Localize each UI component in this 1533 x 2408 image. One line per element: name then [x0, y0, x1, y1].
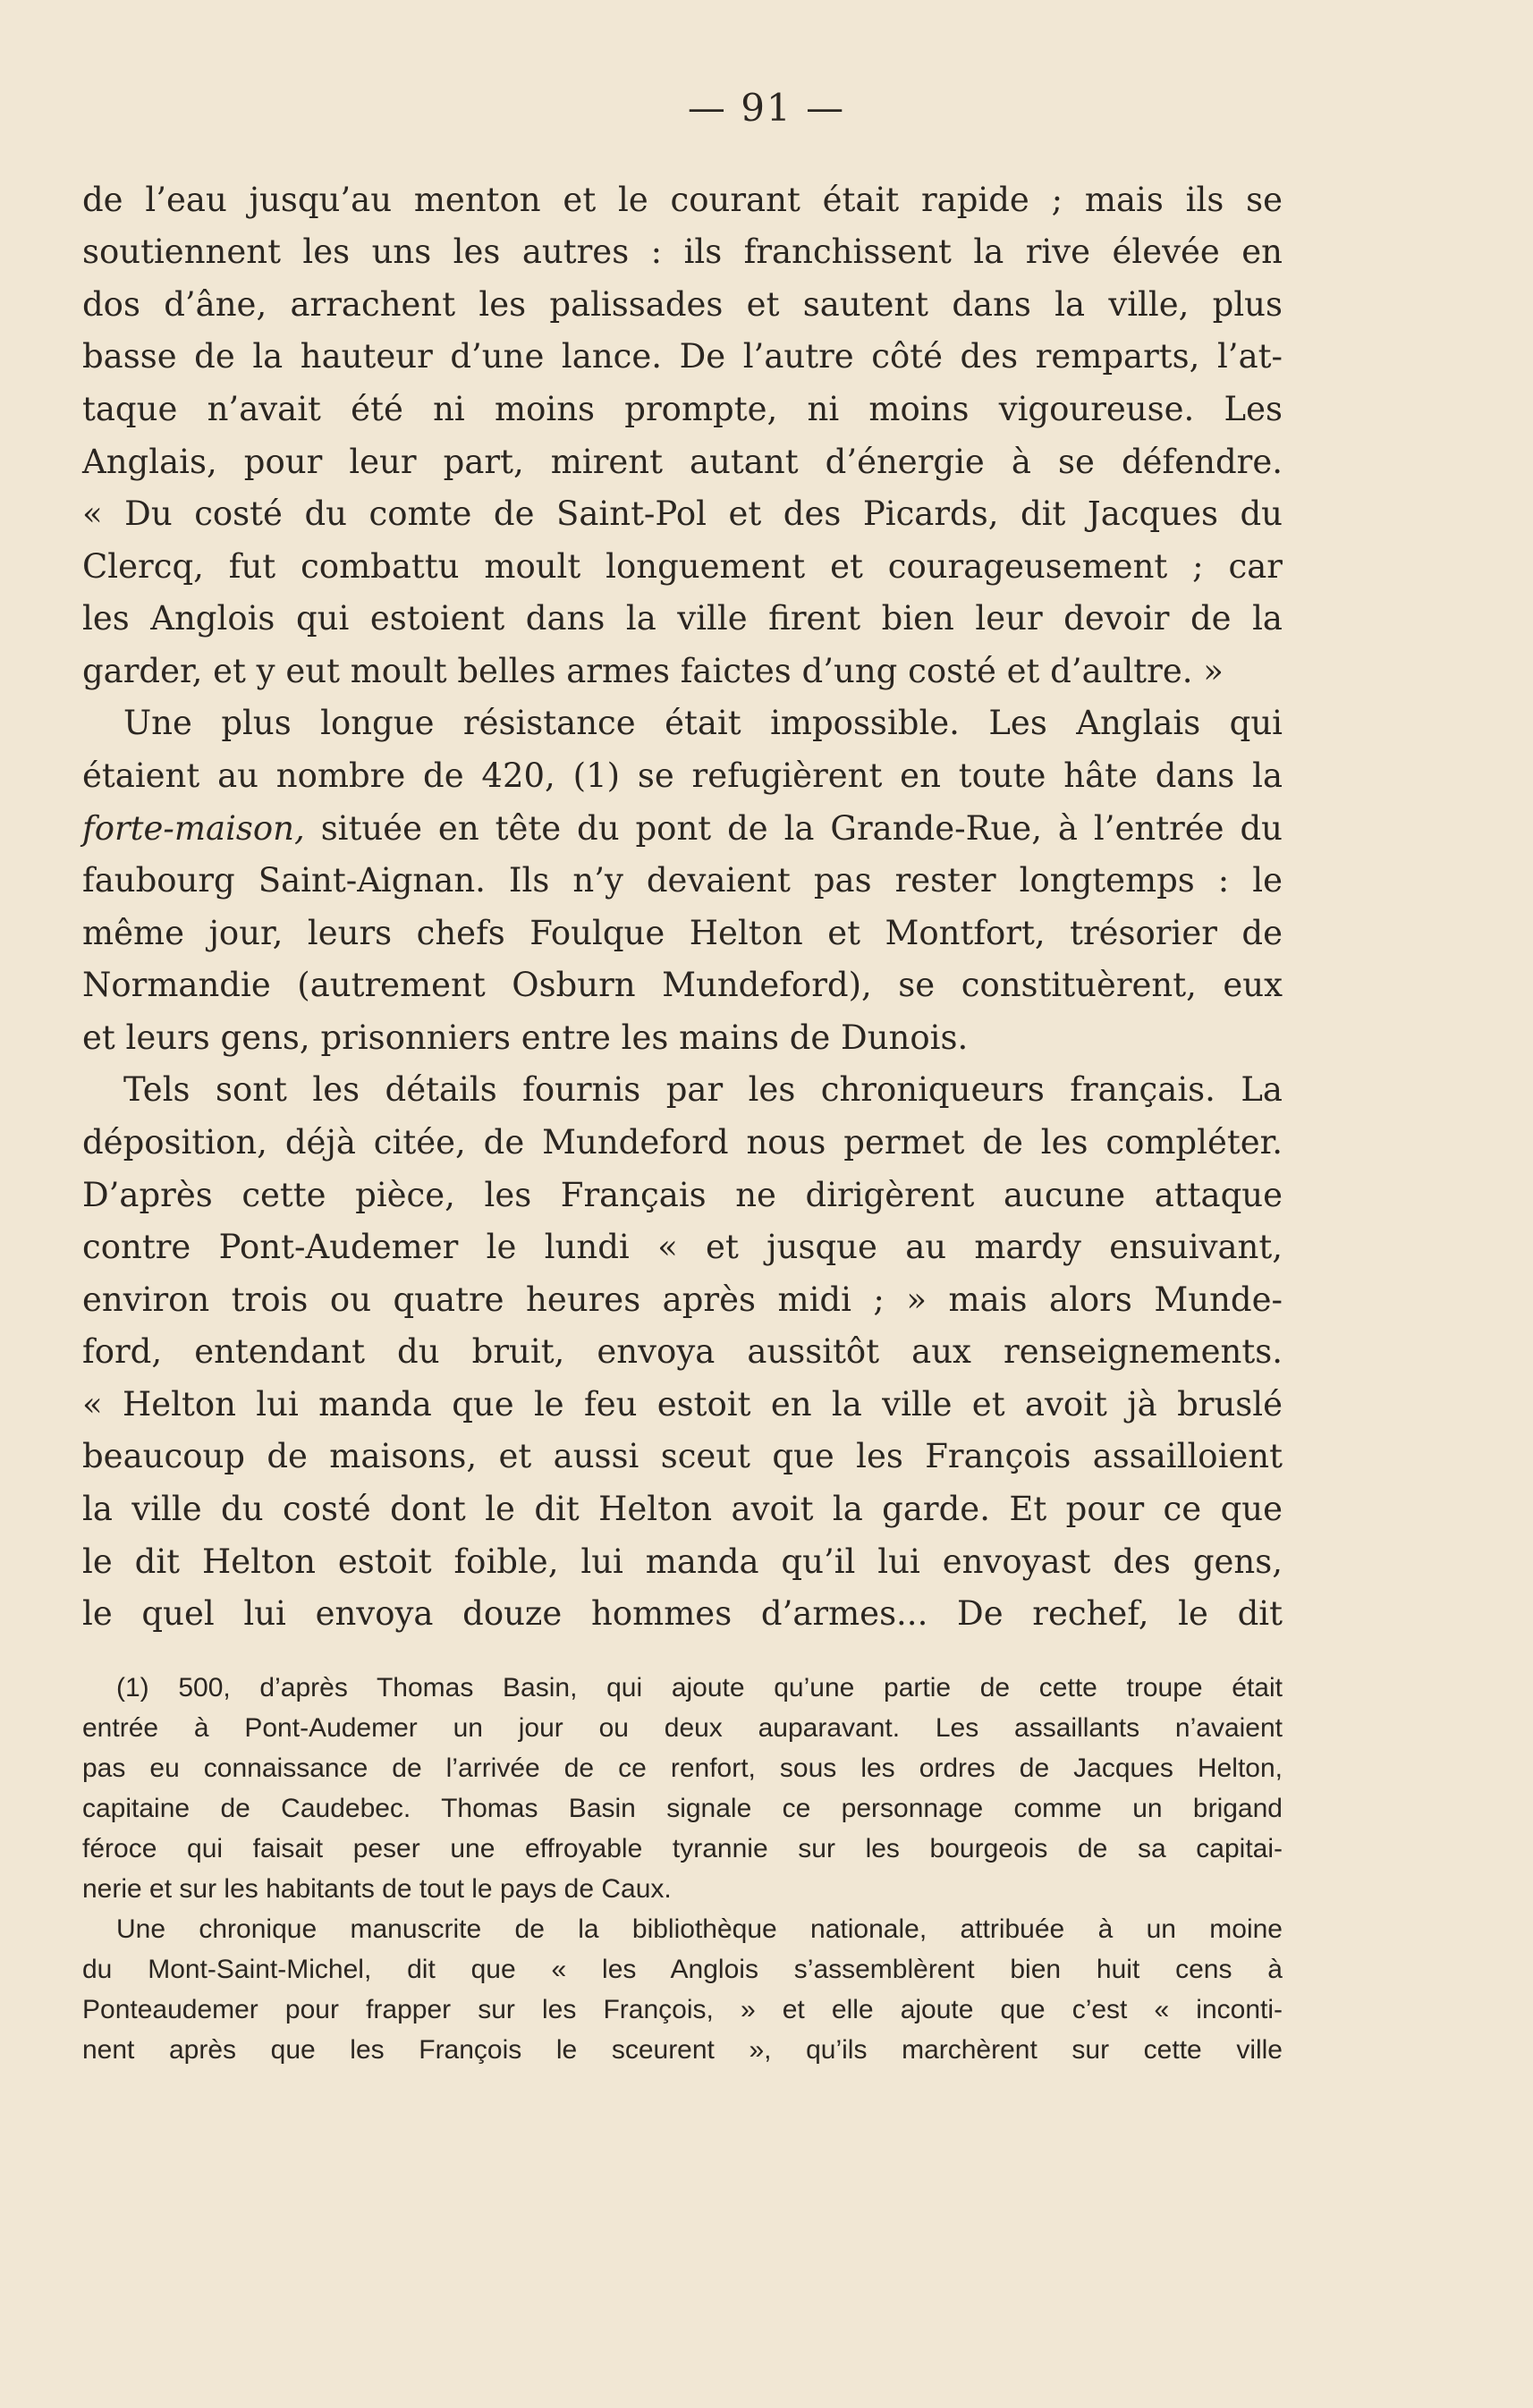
footnote-line: féroce qui faisait peser une effroyable tyrannie sur les bourgeois de sa capitai- — [82, 1834, 1283, 1863]
body-line: Tels sont les détails fournis par les chroniqueurs français. La — [123, 1070, 1283, 1109]
body-line — [82, 803, 1283, 855]
footnote-line: entrée à Pont-Audemer un jour ou deux auparavant. Les assaillants n’avaient — [82, 1713, 1283, 1743]
footnote-line: pas eu connaissance de l’arrivée de ce renfort, sous les ordres de Jacques Helton, — [82, 1753, 1283, 1783]
footnote-line: du Mont-Saint-Michel, dit que « les Anglois s’assemblèrent bien huit cens à — [82, 1955, 1283, 1984]
footnote-line: capitaine de Caudebec. Thomas Basin signale ce personnage comme un brigand — [82, 1794, 1283, 1823]
body-line: ford, entendant du bruit, envoya aussitôt aux renseignements. — [82, 1332, 1283, 1371]
body-line-rest: située en tête du pont de la Grande-Rue, à l’entrée du — [304, 809, 1283, 848]
body-line: étaient au nombre de 420, (1) se refugièrent en toute hâte dans la — [82, 756, 1283, 795]
body-line: soutiennent les uns les autres : ils franchissent la rive élevée en — [82, 232, 1283, 271]
body-line: basse de la hauteur d’une lance. De l’autre côté des remparts, l’at- — [82, 337, 1283, 376]
body-line: contre Pont-Audemer le lundi « et jusque au mardy ensuivant, — [82, 1228, 1283, 1266]
body-line: dos d’âne, arrachent les palissades et sautent dans la ville, plus — [82, 285, 1283, 324]
footnote-line: (1) 500, d’après Thomas Basin, qui ajoute qu’une partie de cette troupe était — [116, 1673, 1283, 1702]
footnote-line: nerie et sur les habitants de tout le pays de Caux. — [82, 1874, 672, 1904]
body-line: les Anglois qui estoient dans la ville firent bien leur devoir de la — [82, 599, 1283, 638]
body-line: de l’eau jusqu’au menton et le courant était rapide ; mais ils se — [82, 181, 1283, 219]
body-line: même jour, leurs chefs Foulque Helton et Montfort, trésorier de — [82, 914, 1283, 952]
body-line: Anglais, pour leur part, mirent autant d’énergie à se défendre. — [82, 443, 1283, 481]
body-line: taque n’avait été ni moins prompte, ni moins vigoureuse. Les — [82, 390, 1283, 428]
body-line: déposition, déjà citée, de Mundeford nous permet de les compléter. — [82, 1123, 1283, 1162]
body-line: garder, et y eut moult belles armes faictes d’ung costé et d’aultre. » — [82, 652, 1224, 690]
footnote-line: Ponteaudemer pour frapper sur les François, » et elle ajoute que c’est « inconti- — [82, 1995, 1283, 2024]
body-line: « Du costé du comte de Saint-Pol et des Picards, dit Jacques du — [82, 494, 1283, 533]
body-line: le quel lui envoya douze hommes d’armes... De rechef, le dit — [82, 1594, 1283, 1633]
body-line: Normandie (autrement Osburn Mundeford), se constituèrent, eux — [82, 966, 1283, 1004]
body-line: faubourg Saint-Aignan. Ils n’y devaient pas rester longtemps : le — [82, 861, 1283, 900]
footnote-line: Une chronique manuscrite de la bibliothèque nationale, attribuée à un moine — [116, 1914, 1283, 1944]
body-line: la ville du costé dont le dit Helton avoit la garde. Et pour ce que — [82, 1490, 1283, 1528]
page-number: — 91 — — [687, 86, 846, 130]
body-line: et leurs gens, prisonniers entre les mains de Dunois. — [82, 1018, 969, 1057]
body-line: Clercq, fut combattu moult longuement et courageusement ; car — [82, 547, 1283, 586]
body-line: beaucoup de maisons, et aussi sceut que les François assailloient — [82, 1437, 1283, 1475]
footnote-line: nent après que les François le sceurent », qu’ils marchèrent sur cette ville — [82, 2035, 1283, 2065]
body-line: environ trois ou quatre heures après midi ; » mais alors Munde- — [82, 1280, 1283, 1319]
body-line: Une plus longue résistance était impossible. Les Anglais qui — [123, 704, 1283, 742]
body-line: le dit Helton estoit foible, lui manda qu’il lui envoyast des gens, — [82, 1542, 1283, 1581]
body-line: « Helton lui manda que le feu estoit en la ville et avoit jà bruslé — [82, 1385, 1283, 1424]
body-line: D’après cette pièce, les Français ne dirigèrent aucune attaque — [82, 1176, 1283, 1214]
italic-term: forte-maison, — [82, 809, 305, 848]
